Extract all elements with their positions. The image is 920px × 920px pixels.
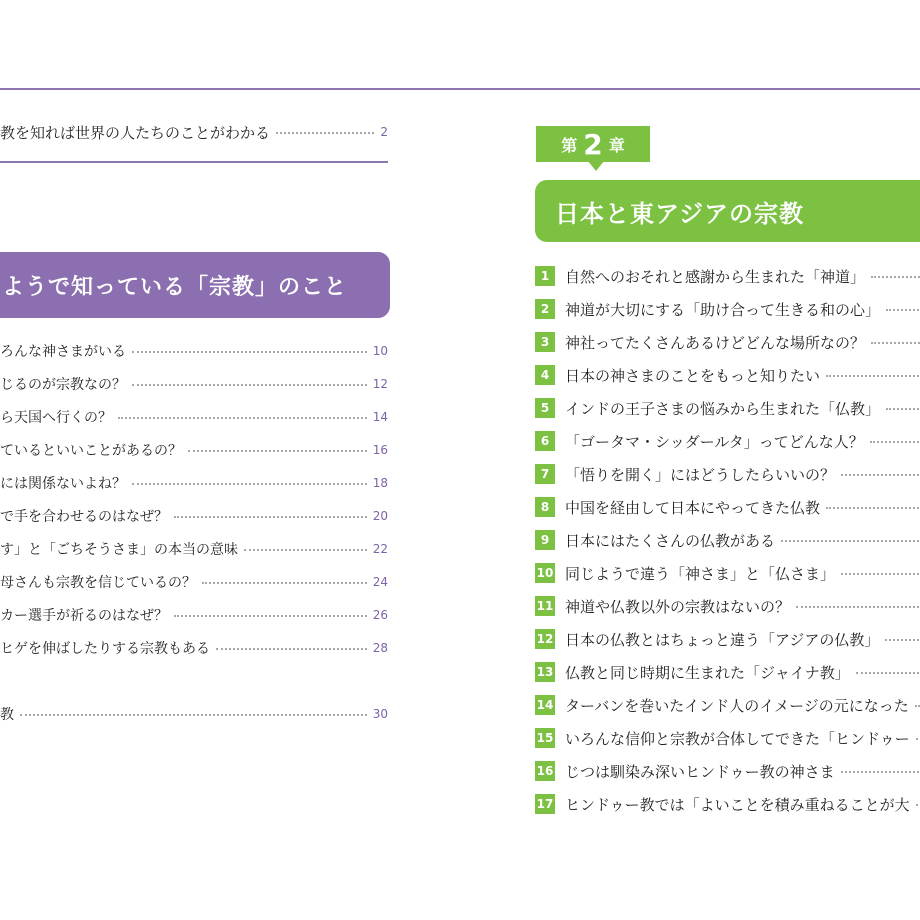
- section-number-badge: 9: [535, 530, 555, 550]
- toc-entry-title: 母さんも宗教を信じているの？: [0, 575, 196, 591]
- section-number-badge: 8: [535, 497, 555, 517]
- dot-leader: [870, 441, 920, 443]
- toc-entry-title: 自然へのおそれと感謝から生まれた「神道」: [565, 267, 866, 286]
- toc-entry[interactable]: [535, 463, 920, 485]
- chapter-1-title: ようで知っている「宗教」のこと: [2, 274, 348, 300]
- toc-entry[interactable]: [535, 430, 920, 452]
- toc-entry[interactable]: [0, 372, 388, 396]
- toc-page-number: 28: [372, 641, 388, 655]
- toc-entry[interactable]: [0, 603, 388, 627]
- chapter-2-label: [536, 126, 650, 162]
- toc-entry[interactable]: [535, 496, 920, 518]
- toc-entry[interactable]: [535, 793, 920, 815]
- dot-leader: [916, 804, 920, 806]
- toc-entry-title: 日本にはたくさんの仏教がある: [565, 531, 776, 550]
- toc-entry-title: 教を知れば世界の人たちのことがわかる: [0, 123, 271, 142]
- toc-entry[interactable]: [535, 760, 920, 782]
- dot-leader: [276, 132, 374, 134]
- toc-entry-intro[interactable]: [0, 120, 388, 144]
- toc-entry-extra[interactable]: [0, 702, 388, 726]
- toc-entry-title: 同じようで違う「神さま」と「仏さま」: [565, 564, 836, 583]
- section-number-badge: 16: [535, 761, 555, 781]
- toc-page-number: 10: [372, 344, 388, 358]
- top-rule: [0, 88, 920, 90]
- toc-entry[interactable]: [0, 570, 388, 594]
- section-number-badge: 14: [535, 695, 555, 715]
- toc-entry[interactable]: [0, 504, 388, 528]
- dot-leader: [885, 639, 920, 641]
- toc-entry[interactable]: [535, 265, 920, 287]
- toc-entry[interactable]: [535, 364, 920, 386]
- dot-leader: [886, 309, 920, 311]
- toc-entry-title: 日本の仏教とはちょっと違う「アジアの仏教」: [565, 630, 880, 649]
- dot-leader: [871, 276, 920, 278]
- toc-page-number: 16: [372, 443, 388, 457]
- dot-leader: [915, 705, 920, 707]
- toc-page-number: 30: [372, 707, 388, 721]
- toc-page-number: 18: [372, 476, 388, 490]
- section-number-badge: 15: [535, 728, 555, 748]
- section-number-badge: 7: [535, 464, 555, 484]
- toc-entry-title: 神社ってたくさんあるけどどんな場所なの？: [565, 333, 866, 352]
- toc-entry[interactable]: [535, 595, 920, 617]
- dot-leader: [871, 342, 920, 344]
- dot-leader: [841, 573, 920, 575]
- dot-leader: [841, 474, 920, 476]
- chapter-number: 2: [583, 127, 603, 161]
- dot-leader: [781, 540, 920, 542]
- toc-page-number: 20: [372, 509, 388, 523]
- toc-entry-title: ろんな神さまがいる: [0, 344, 126, 360]
- toc-entry[interactable]: [0, 471, 388, 495]
- section-number-badge: 13: [535, 662, 555, 682]
- dot-leader: [826, 375, 920, 377]
- dot-leader: [188, 450, 367, 452]
- toc-entry[interactable]: [535, 628, 920, 650]
- section-number-badge: 12: [535, 629, 555, 649]
- dot-leader: [132, 384, 367, 386]
- dot-leader: [796, 606, 920, 608]
- toc-entry-title: 仏教と同じ時期に生まれた「ジャイナ教」: [565, 663, 850, 682]
- toc-page-number: 24: [372, 575, 388, 589]
- dot-leader: [132, 483, 367, 485]
- toc-entry[interactable]: [535, 331, 920, 353]
- toc-entry[interactable]: [0, 339, 388, 363]
- toc-entry-title: インドの王子さまの悩みから生まれた「仏教」: [565, 399, 881, 418]
- toc-entry[interactable]: [535, 529, 920, 551]
- toc-entry-title: には関係ないよね？: [0, 476, 126, 492]
- section-number-badge: 4: [535, 365, 555, 385]
- dot-leader: [132, 351, 367, 353]
- toc-entry-title: ら天国へ行くの？: [0, 410, 112, 426]
- toc-entry[interactable]: [535, 562, 920, 584]
- section-number-badge: 2: [535, 299, 555, 319]
- toc-entry-title: 「ゴータマ・シッダールタ」ってどんな人？: [565, 432, 864, 451]
- label-pointer: [588, 161, 604, 171]
- toc-entry-title: 中国を経由して日本にやってきた仏教: [565, 498, 821, 517]
- chapter-2-banner: [535, 180, 920, 242]
- section-number-badge: 17: [535, 794, 555, 814]
- toc-entry-title: ヒゲを伸ばしたりする宗教もある: [0, 641, 210, 657]
- dot-leader: [216, 648, 367, 650]
- toc-entry-title: じつは馴染み深いヒンドゥー教の神さま: [565, 762, 835, 781]
- chapter-label-suffix: 章: [608, 135, 625, 155]
- dot-leader: [856, 672, 920, 674]
- dot-leader: [202, 582, 367, 584]
- toc-page-number: 22: [372, 542, 388, 556]
- toc-page-number: 26: [372, 608, 388, 622]
- dot-leader: [20, 714, 367, 716]
- toc-entry[interactable]: [535, 397, 920, 419]
- toc-entry[interactable]: [0, 537, 388, 561]
- toc-entry-title: ターバンを巻いたインド人のイメージの元になった: [565, 696, 909, 715]
- section-divider: [0, 161, 388, 163]
- toc-entry[interactable]: [535, 727, 920, 749]
- toc-entry-title: じるのが宗教なの？: [0, 377, 126, 393]
- chapter-2-title: 日本と東アジアの宗教: [555, 199, 805, 228]
- section-number-badge: 5: [535, 398, 555, 418]
- toc-entry-title: いろんな信仰と宗教が合体してできた「ヒンドゥー: [565, 729, 910, 748]
- dot-leader: [841, 771, 920, 773]
- toc-entry[interactable]: [535, 298, 920, 320]
- toc-entry-title: 神道や仏教以外の宗教はないの？: [565, 597, 791, 616]
- dot-leader: [244, 549, 367, 551]
- section-number-badge: 6: [535, 431, 555, 451]
- dot-leader: [174, 516, 367, 518]
- chapter-label-prefix: 第: [561, 135, 578, 155]
- dot-leader: [174, 615, 367, 617]
- dot-leader: [886, 408, 920, 410]
- toc-entry[interactable]: [535, 694, 920, 716]
- section-number-badge: 10: [535, 563, 555, 583]
- toc-entry-title: す」と「ごちそうさま」の本当の意味: [0, 542, 238, 558]
- toc-page-number: 14: [372, 410, 388, 424]
- dot-leader: [826, 507, 920, 509]
- toc-entry-title: で手を合わせるのはなぜ？: [0, 509, 168, 525]
- toc-entry[interactable]: [0, 438, 388, 462]
- toc-page-number: 2: [380, 125, 388, 139]
- section-number-badge: 3: [535, 332, 555, 352]
- section-number-badge: 11: [535, 596, 555, 616]
- chapter-1-banner: [0, 252, 390, 318]
- toc-entry[interactable]: [535, 661, 920, 683]
- section-number-badge: 1: [535, 266, 555, 286]
- toc-entry[interactable]: [0, 636, 388, 660]
- toc-entry-title: ているといいことがあるの？: [0, 443, 182, 459]
- dot-leader: [916, 738, 920, 740]
- toc-entry-title: カー選手が祈るのはなぜ？: [0, 608, 168, 624]
- toc-entry-title: 「悟りを開く」にはどうしたらいいの？: [565, 465, 836, 484]
- dot-leader: [118, 417, 367, 419]
- toc-page-number: 12: [372, 377, 388, 391]
- toc-entry[interactable]: [0, 405, 388, 429]
- toc-entry-title: 日本の神さまのことをもっと知りたい: [565, 366, 821, 385]
- toc-entry-title: 教: [0, 707, 14, 723]
- toc-entry-title: 神道が大切にする「助け合って生きる和の心」: [565, 300, 881, 319]
- toc-entry-title: ヒンドゥー教では「よいことを積み重ねることが大: [565, 795, 910, 814]
